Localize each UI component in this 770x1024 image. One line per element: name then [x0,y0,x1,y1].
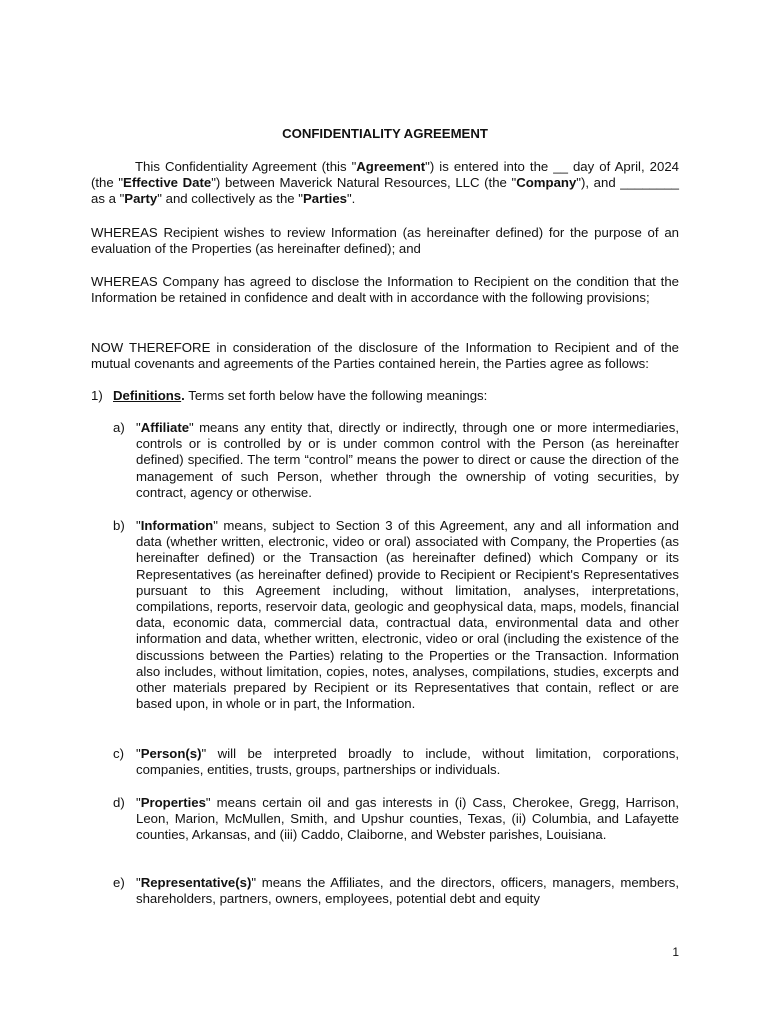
defined-term: Person(s) [140,746,202,761]
item-body [136,795,679,844]
item-text: " means any entity that, directly or indirectly, through one or more intermediaries, controls or is controlled by or is under common control with the Person (as hereinafter defined) specified. The term “control” means the power to direct or cause the direction of the management of such Person, whether through the ownership of voting securities, by contract, agency or otherwise. [136,420,679,500]
item-quote: " [136,875,141,890]
item-quote: " [136,420,141,435]
item-letter: c) [113,746,124,761]
section-number: 1) [91,388,103,403]
section-heading-line [113,388,679,404]
item-letter: b) [113,518,125,533]
intro-paragraph [91,159,679,208]
item-text: " means certain oil and gas interests in (i) Cass, Cherokee, Gregg, Harrison, Leon, Marion, McMullen, Smith, and Upshur counties, Texas, (ii) Columbia, and Lafayette counties, Arkansas, and (iii) Caddo, Claiborne, and Webster parishes, Louisiana. [136,795,679,843]
item-body [136,518,679,712]
item-text: " means the Affiliates, and the directors, officers, managers, members, shareholders, partners, owners, employees, potential debt and equity [136,875,679,907]
item-letter: d) [113,795,125,810]
defined-term: Affiliate [140,420,190,435]
item-letter: a) [113,420,125,435]
whereas-paragraph-1: WHEREAS Recipient wishes to review Information (as hereinafter defined) for the purpose of an evaluation of the Properties (as hereinafter defined); and [91,225,679,257]
term-parties: Parties [303,191,347,207]
document-title: CONFIDENTIALITY AGREEMENT [282,126,488,141]
item-text: " means, subject to Section 3 of this Agreement, any and all information and data (whether written, electronic, video or oral) associated with Company, the Properties (as hereinafter defined) or the Transaction (as hereinafter defined) which Company or its Representatives (as hereinafter defined) provide to Recipient or Recipient's Representatives pursuant to this Agreement including, without limitation, analyses, interpretations, compilations, reports, reservoir data, geologic and geophysical data, maps, models, financial data, economic data, commercial data, contractual data, environmental data and other information and data, whether written, electronic, video or oral (including the existence of the discussions between the Parties) relating to the Properties or the Transaction. Information also includes, without limitation, copies, notes, analyses, compilations, studies, excerpts and other materials prepared by Recipient or its Representatives that contain, reflect or are based upon, in whole or in part, the Information. [136,518,679,712]
section-heading: Definitions [113,388,182,403]
term-company: Company [516,175,577,191]
defined-term: Information [140,518,214,533]
whereas-paragraph-2: WHEREAS Company has agreed to disclose the Information to Recipient on the condition that the Information be retained in confidence and dealt with in accordance with the following provisions; [91,274,679,306]
section-intro-text: Terms set forth below have the following meanings: [184,388,488,403]
intro-text: " and collectively as the " [157,191,303,207]
item-quote: " [136,795,141,810]
page-number: 1 [672,945,679,959]
intro-text: ". [347,191,356,207]
item-body [136,875,679,907]
intro-text: This Confidentiality Agreement (this " [135,159,357,174]
item-text: " will be interpreted broadly to include, without limitation, corporations, companies, entities, trusts, groups, partnerships or individuals. [136,746,679,778]
item-letter: e) [113,875,125,890]
item-body [136,746,679,778]
defined-term: Properties [140,795,206,810]
term-agreement: Agreement [356,159,426,174]
term-effective-date: Effective Date [123,175,212,191]
term-party: Party [124,191,158,207]
intro-text: ") is entered into the __ day of April, 2024 (the " [91,159,680,191]
defined-term: Representative(s) [140,875,252,890]
item-quote: " [136,746,141,761]
item-quote: " [136,518,141,533]
section-heading-period: . [181,388,185,403]
item-body [136,420,679,501]
intro-text: ") between Maverick Natural Resources, LLC (the " [211,175,517,191]
now-therefore-paragraph: NOW THEREFORE in consideration of the disclosure of the Information to Recipient and of the mutual covenants and agreements of the Parties contained herein, the Parties agree as follows: [91,340,679,372]
intro-text: "), and ________ as a " [91,175,679,207]
